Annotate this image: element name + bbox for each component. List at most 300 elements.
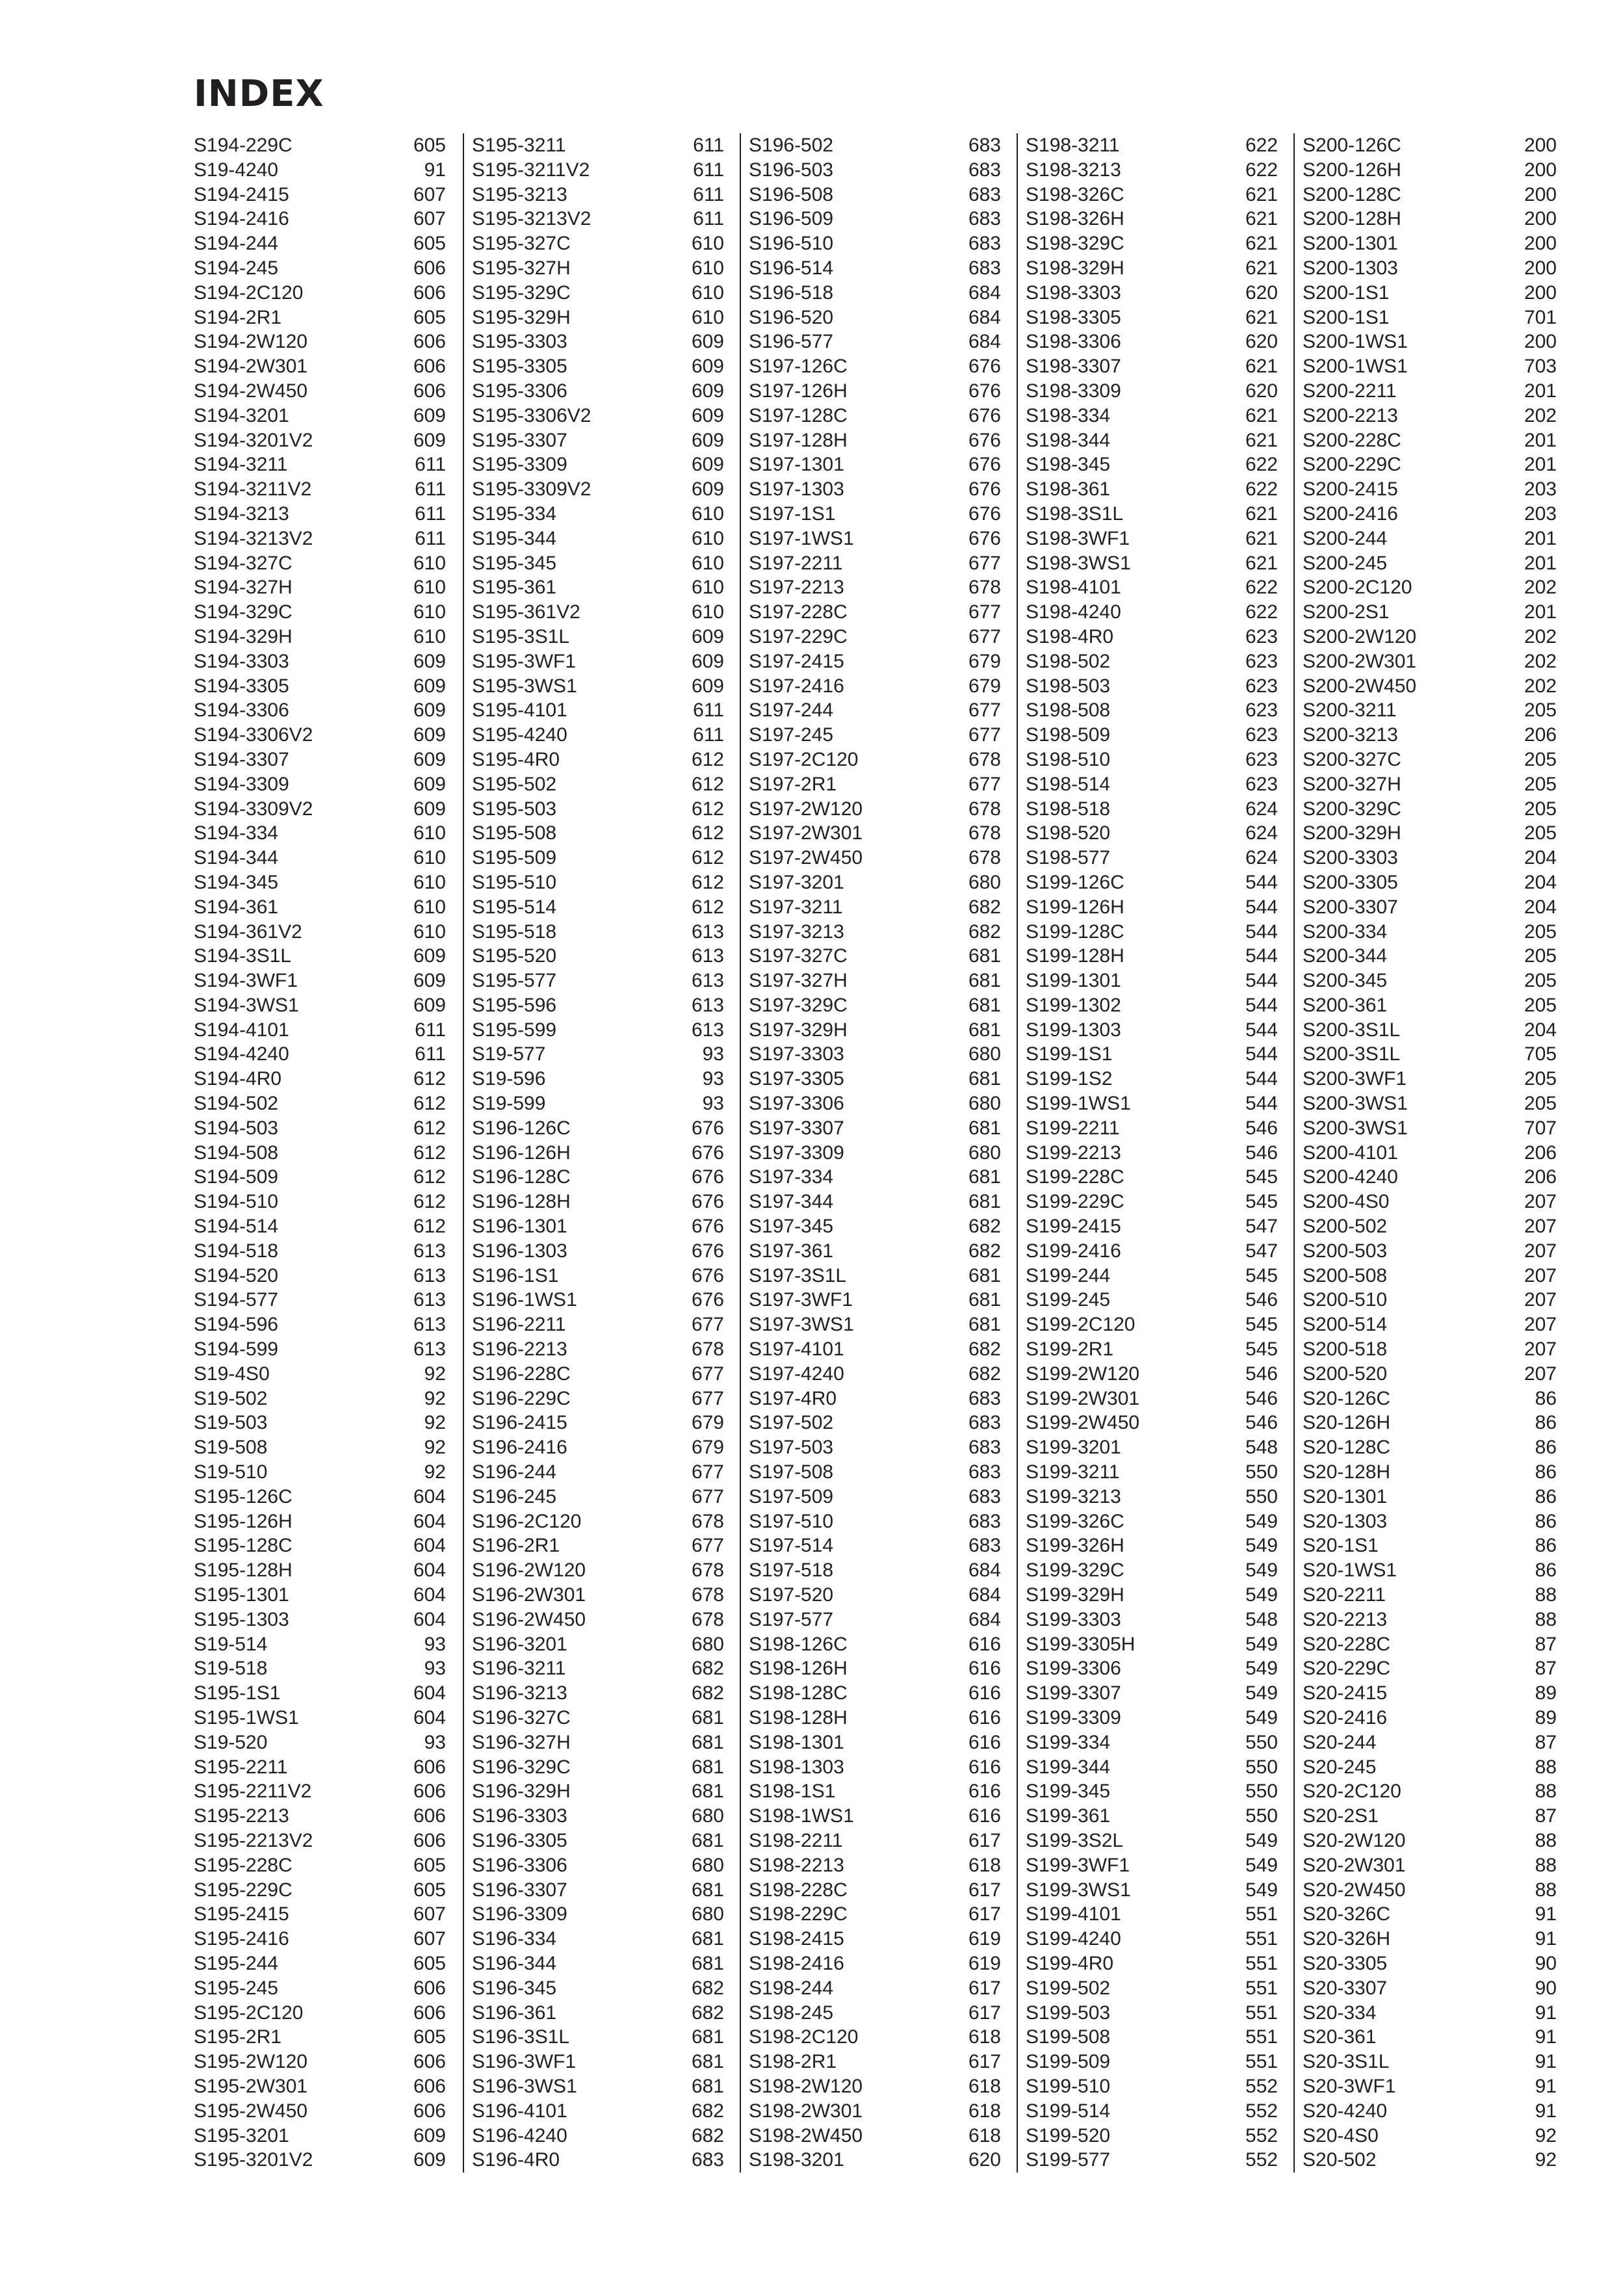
index-entry-page: 623 xyxy=(1245,699,1278,722)
index-entry xyxy=(472,1681,731,1706)
index-entry-page: 606 xyxy=(413,1829,446,1851)
index-entry-code: S196-327C xyxy=(472,1707,571,1729)
index-entry xyxy=(194,527,452,551)
index-entry xyxy=(1026,354,1284,379)
index-entry xyxy=(472,2099,731,2124)
index-entry-page: 612 xyxy=(691,896,724,918)
index-entry-page: 609 xyxy=(413,2149,446,2171)
index-entry xyxy=(194,1116,452,1141)
index-entry xyxy=(194,306,452,330)
index-entry xyxy=(1303,575,1563,600)
index-entry-page: 681 xyxy=(968,1117,1001,1139)
index-entry-page: 92 xyxy=(424,1461,446,1483)
index-entry-page: 683 xyxy=(968,257,1001,279)
index-entry xyxy=(472,1656,731,1681)
index-entry-page: 613 xyxy=(413,1314,446,1336)
index-entry-page: 623 xyxy=(1245,675,1278,697)
index-entry-code: S194-245 xyxy=(194,257,279,279)
index-entry-page: 683 xyxy=(968,135,1001,156)
index-entry-code: S198-2W120 xyxy=(749,2075,863,2097)
index-entry xyxy=(1026,1902,1284,1927)
index-entry-page: 682 xyxy=(691,1682,724,1704)
index-entry-code: S195-2211 xyxy=(194,1756,288,1778)
index-entry-code: S194-4240 xyxy=(194,1043,289,1065)
index-entry-code: S197-520 xyxy=(749,1584,834,1606)
index-entry-code: S199-2W301 xyxy=(1026,1387,1140,1409)
index-entry-page: 205 xyxy=(1524,773,1557,795)
index-entry-code: S199-229C xyxy=(1026,1191,1124,1213)
index-entry xyxy=(1026,1927,1284,1951)
index-entry-page: 619 xyxy=(968,1928,1001,1950)
index-entry-page: 88 xyxy=(1535,1608,1557,1630)
index-entry-code: S197-518 xyxy=(749,1559,834,1582)
index-entry-code: S195-3309 xyxy=(472,454,567,476)
index-entry-code: S196-128C xyxy=(472,1166,571,1188)
index-column-5 xyxy=(1293,133,1563,2172)
index-entry-page: 683 xyxy=(968,1535,1001,1557)
index-entry-code: S194-3211V2 xyxy=(194,478,312,501)
index-entry-page: 609 xyxy=(691,478,724,501)
index-entry xyxy=(749,1435,1007,1460)
index-entry xyxy=(749,306,1007,330)
index-entry xyxy=(1303,1681,1563,1706)
index-entry-page: 618 xyxy=(968,2075,1001,2097)
index-entry-page: 676 xyxy=(968,502,1001,525)
index-entry-page: 613 xyxy=(413,1240,446,1262)
index-entry xyxy=(1303,723,1563,748)
index-entry xyxy=(1026,231,1284,256)
index-entry-code: S20-3305 xyxy=(1303,1952,1388,1974)
index-entry-page: 678 xyxy=(691,1338,724,1361)
index-entry-code: S198-128C xyxy=(749,1682,848,1704)
index-entry-page: 205 xyxy=(1524,798,1557,820)
index-entry-code: S20-245 xyxy=(1303,1756,1377,1778)
index-entry-page: 205 xyxy=(1524,1068,1557,1090)
index-entry-page: 604 xyxy=(413,1682,446,1704)
index-entry-code: S194-2416 xyxy=(194,208,289,230)
index-entry xyxy=(1303,1190,1563,1214)
index-entry-page: 678 xyxy=(691,1510,724,1532)
index-entry xyxy=(194,674,452,699)
index-entry xyxy=(749,748,1007,772)
index-entry-page: 205 xyxy=(1524,748,1557,770)
index-entry-code: S197-514 xyxy=(749,1535,834,1557)
index-entry-code: S200-3303 xyxy=(1303,847,1398,869)
index-entry xyxy=(472,797,731,822)
index-entry-code: S200-4101 xyxy=(1303,1141,1398,1164)
index-entry-code: S194-329H xyxy=(194,625,292,647)
index-entry-code: S200-503 xyxy=(1303,1240,1388,1262)
index-entry-page: 202 xyxy=(1524,577,1557,599)
index-entry-code: S194-3S1L xyxy=(194,945,292,967)
index-entry-code: S200-1301 xyxy=(1303,233,1398,255)
index-entry-code: S20-228C xyxy=(1303,1633,1391,1655)
index-entry-page: 544 xyxy=(1245,1068,1278,1090)
index-entry xyxy=(194,772,452,797)
index-entry xyxy=(1026,993,1284,1018)
index-entry-page: 545 xyxy=(1245,1166,1278,1188)
index-entry xyxy=(472,404,731,428)
index-entry xyxy=(194,183,452,207)
index-entry xyxy=(1026,1608,1284,1632)
index-entry xyxy=(1026,625,1284,649)
index-entry xyxy=(749,1485,1007,1509)
index-entry-page: 86 xyxy=(1535,1535,1557,1557)
index-entry-page: 207 xyxy=(1524,1314,1557,1336)
index-entry xyxy=(1026,1411,1284,1435)
index-entry-page: 551 xyxy=(1245,1977,1278,1999)
index-entry xyxy=(749,1018,1007,1043)
index-entry xyxy=(194,1239,452,1264)
index-entry-code: S199-126C xyxy=(1026,871,1124,893)
index-entry xyxy=(194,231,452,256)
index-entry xyxy=(1303,1288,1563,1312)
index-entry xyxy=(194,477,452,502)
index-entry xyxy=(749,723,1007,748)
index-entry xyxy=(749,1067,1007,1091)
index-entry-page: 680 xyxy=(968,871,1001,893)
index-entry-code: S197-3307 xyxy=(749,1117,844,1139)
index-entry-page: 610 xyxy=(691,281,724,304)
index-entry-code: S197-3309 xyxy=(749,1141,844,1164)
index-entry xyxy=(472,2050,731,2074)
index-entry xyxy=(1303,1337,1563,1362)
index-entry xyxy=(749,600,1007,625)
index-entry xyxy=(194,379,452,404)
index-entry xyxy=(194,625,452,649)
index-entry-code: S195-3213V2 xyxy=(472,208,591,230)
index-entry-code: S199-3306 xyxy=(1026,1658,1121,1680)
index-entry-code: S194-2W450 xyxy=(194,380,308,402)
index-entry-code: S195-510 xyxy=(472,871,557,893)
index-entry xyxy=(1026,1804,1284,1829)
index-entry-code: S195-1301 xyxy=(194,1584,289,1606)
index-entry xyxy=(1303,1927,1563,1951)
index-entry-page: 684 xyxy=(968,281,1001,304)
index-entry-page: 703 xyxy=(1524,356,1557,378)
index-entry-page: 623 xyxy=(1245,724,1278,746)
index-entry-page: 548 xyxy=(1245,1608,1278,1630)
index-entry xyxy=(472,551,731,576)
index-entry-code: S195-128H xyxy=(194,1559,292,1582)
index-entry-page: 204 xyxy=(1524,896,1557,918)
index-entry xyxy=(194,1632,452,1657)
index-entry-code: S200-228C xyxy=(1303,429,1401,451)
index-entry-page: 606 xyxy=(413,1805,446,1827)
index-entry-code: S197-3213 xyxy=(749,920,844,943)
index-entry xyxy=(194,698,452,723)
index-entry-page: 550 xyxy=(1245,1485,1278,1507)
index-entry-page: 201 xyxy=(1524,601,1557,623)
index-entry xyxy=(1026,306,1284,330)
index-entry-page: 206 xyxy=(1524,1166,1557,1188)
index-entry-code: S200-3211 xyxy=(1303,699,1397,722)
index-entry-code: S195-3201 xyxy=(194,2124,289,2146)
index-entry-code: S199-1303 xyxy=(1026,1019,1121,1041)
index-entry-page: 610 xyxy=(691,527,724,549)
index-entry-code: S195-4240 xyxy=(472,724,567,746)
index-entry-code: S197-126H xyxy=(749,380,848,402)
index-entry xyxy=(749,2001,1007,2026)
index-entry-code: S200-2213 xyxy=(1303,404,1398,426)
index-entry xyxy=(749,1411,1007,1435)
index-entry xyxy=(194,1485,452,1509)
index-entry xyxy=(1303,772,1563,797)
index-entry-page: 613 xyxy=(691,945,724,967)
index-entry-code: S199-3307 xyxy=(1026,1682,1121,1704)
index-entry xyxy=(1026,698,1284,723)
index-entry-code: S20-3WF1 xyxy=(1303,2075,1396,2097)
index-entry-page: 676 xyxy=(691,1166,724,1188)
index-entry xyxy=(472,600,731,625)
index-entry-page: 681 xyxy=(691,1707,724,1729)
index-entry-page: 612 xyxy=(413,1191,446,1213)
index-entry xyxy=(1026,821,1284,846)
index-entry-code: S200-128C xyxy=(1303,183,1401,205)
index-entry-code: S195-245 xyxy=(194,1977,279,1999)
index-entry-code: S199-345 xyxy=(1026,1781,1111,1803)
index-entry-code: S199-3211 xyxy=(1026,1461,1120,1483)
index-entry-code: S19-503 xyxy=(194,1412,268,1434)
index-entry-page: 610 xyxy=(413,847,446,869)
index-entry-page: 681 xyxy=(968,1289,1001,1311)
index-entry-page: 604 xyxy=(413,1559,446,1582)
index-entry xyxy=(749,920,1007,945)
index-entry-page: 605 xyxy=(413,2026,446,2048)
index-entry-page: 544 xyxy=(1245,1019,1278,1041)
index-entry-page: 202 xyxy=(1524,625,1557,647)
index-entry-code: S195-599 xyxy=(472,1019,557,1041)
index-entry-page: 612 xyxy=(691,748,724,770)
index-entry xyxy=(749,1583,1007,1608)
index-entry-page: 682 xyxy=(968,896,1001,918)
index-entry-code: S198-245 xyxy=(749,2002,834,2024)
index-entry xyxy=(194,1829,452,1853)
index-entry-code: S195-3306V2 xyxy=(472,404,591,426)
index-entry-page: 206 xyxy=(1524,1141,1557,1164)
index-entry-code: S194-509 xyxy=(194,1166,279,1188)
index-entry xyxy=(472,1878,731,1903)
index-entry-code: S200-2211 xyxy=(1303,380,1397,402)
index-entry-code: S20-2416 xyxy=(1303,1707,1388,1729)
index-entry-page: 609 xyxy=(413,404,446,426)
index-entry-code: S195-361 xyxy=(472,577,557,599)
index-entry-page: 86 xyxy=(1535,1412,1557,1434)
index-entry-code: S198-3307 xyxy=(1026,356,1121,378)
index-entry-code: S199-2213 xyxy=(1026,1141,1121,1164)
index-entry-code: S197-345 xyxy=(749,1216,834,1238)
index-entry-page: 610 xyxy=(413,552,446,574)
index-entry-code: S195-2211V2 xyxy=(194,1781,312,1803)
index-entry xyxy=(749,2074,1007,2099)
index-entry-page: 88 xyxy=(1535,1584,1557,1606)
index-entry-code: S19-520 xyxy=(194,1731,268,1753)
index-entry xyxy=(194,1387,452,1411)
index-entry-code: S196-334 xyxy=(472,1928,557,1950)
index-entry xyxy=(472,1042,731,1067)
index-entry-page: 610 xyxy=(691,233,724,255)
index-entry-page: 676 xyxy=(691,1117,724,1139)
index-entry-page: 204 xyxy=(1524,871,1557,893)
index-entry-page: 619 xyxy=(968,1952,1001,1974)
index-entry-page: 201 xyxy=(1524,380,1557,402)
index-entry xyxy=(472,993,731,1018)
index-entry-page: 612 xyxy=(413,1117,446,1139)
index-entry xyxy=(472,1951,731,1976)
index-entry xyxy=(1026,256,1284,281)
index-entry xyxy=(1303,527,1563,551)
index-entry-page: 617 xyxy=(968,1903,1001,1925)
index-entry xyxy=(472,1533,731,1558)
index-entry xyxy=(472,428,731,453)
index-entry xyxy=(1026,2001,1284,2026)
index-entry xyxy=(194,993,452,1018)
index-entry-code: S195-3305 xyxy=(472,356,567,378)
index-entry-code: S200-229C xyxy=(1303,454,1401,476)
index-entry xyxy=(194,944,452,969)
index-entry-code: S197-2C120 xyxy=(749,748,859,770)
index-entry-page: 203 xyxy=(1524,502,1557,525)
index-entry-code: S196-4240 xyxy=(472,2124,567,2146)
index-entry-page: 86 xyxy=(1535,1461,1557,1483)
index-entry-page: 612 xyxy=(691,773,724,795)
index-entry-code: S198-126C xyxy=(749,1633,848,1655)
index-entry-code: S20-2213 xyxy=(1303,1608,1388,1630)
index-entry-code: S196-1S1 xyxy=(472,1264,559,1286)
index-entry-page: 681 xyxy=(691,1731,724,1753)
index-entry xyxy=(1026,1165,1284,1190)
index-entry-page: 93 xyxy=(424,1658,446,1680)
index-entry-page: 678 xyxy=(968,748,1001,770)
index-entry-page: 676 xyxy=(691,1264,724,1286)
index-entry-code: S199-503 xyxy=(1026,2002,1111,2024)
index-entry xyxy=(194,1165,452,1190)
index-entry-code: S196-126C xyxy=(472,1117,571,1139)
index-entry-code: S198-344 xyxy=(1026,429,1111,451)
index-entry-page: 604 xyxy=(413,1535,446,1557)
index-entry xyxy=(1303,354,1563,379)
index-entry-page: 684 xyxy=(968,1559,1001,1582)
index-entry xyxy=(1303,1608,1563,1632)
index-entry xyxy=(472,1853,731,1878)
index-entry-page: 89 xyxy=(1535,1682,1557,1704)
index-entry-page: 609 xyxy=(413,699,446,722)
index-entry-code: S20-2C120 xyxy=(1303,1781,1401,1803)
index-entry-page: 605 xyxy=(413,233,446,255)
index-entry xyxy=(749,2050,1007,2074)
index-entry xyxy=(749,1730,1007,1755)
index-entry-page: 92 xyxy=(1535,2149,1557,2171)
index-entry-page: 88 xyxy=(1535,1879,1557,1901)
index-entry-page: 607 xyxy=(413,1903,446,1925)
index-entry-code: S196-3306 xyxy=(472,1854,567,1876)
index-entry xyxy=(1303,1853,1563,1878)
index-column-2 xyxy=(463,133,731,2172)
index-entry-code: S198-3WF1 xyxy=(1026,527,1130,549)
index-entry-code: S199-502 xyxy=(1026,1977,1111,1999)
index-entry-page: 617 xyxy=(968,2002,1001,2024)
index-entry-code: S197-228C xyxy=(749,601,848,623)
index-entry xyxy=(1026,1460,1284,1485)
index-entry-page: 609 xyxy=(413,2124,446,2146)
index-entry-page: 604 xyxy=(413,1707,446,1729)
index-entry-page: 550 xyxy=(1245,1756,1278,1778)
index-entry-page: 551 xyxy=(1245,2026,1278,2048)
index-entry xyxy=(1026,1558,1284,1583)
index-entry-page: 207 xyxy=(1524,1216,1557,1238)
index-entry-page: 677 xyxy=(968,625,1001,647)
index-entry-code: S195-3S1L xyxy=(472,625,570,647)
index-entry xyxy=(472,2025,731,2050)
index-entry-code: S195-244 xyxy=(194,1952,279,1974)
index-entry xyxy=(749,1387,1007,1411)
index-entry-code: S196-509 xyxy=(749,208,834,230)
index-entry-page: 684 xyxy=(968,1584,1001,1606)
index-entry-page: 683 xyxy=(968,1437,1001,1459)
index-entry-code: S20-1301 xyxy=(1303,1485,1388,1507)
index-entry-code: S198-334 xyxy=(1026,404,1111,426)
index-entry-code: S199-2415 xyxy=(1026,1216,1121,1238)
index-entry-code: S197-2W301 xyxy=(749,822,863,844)
index-entry xyxy=(749,1853,1007,1878)
index-entry xyxy=(749,797,1007,822)
index-entry-page: 544 xyxy=(1245,920,1278,943)
index-entry-page: 200 xyxy=(1524,183,1557,205)
index-entry xyxy=(1303,1141,1563,1166)
index-entry xyxy=(194,821,452,846)
index-entry-code: S195-3309V2 xyxy=(472,478,591,501)
index-entry xyxy=(472,1558,731,1583)
index-entry-page: 609 xyxy=(413,724,446,746)
index-entry-code: S194-577 xyxy=(194,1289,279,1311)
index-entry xyxy=(1303,231,1563,256)
index-entry-page: 91 xyxy=(1535,2026,1557,2048)
index-entry-page: 549 xyxy=(1245,1682,1278,1704)
index-entry xyxy=(1303,1411,1563,1435)
index-entry-code: S194-327C xyxy=(194,552,292,574)
index-entry-page: 87 xyxy=(1535,1658,1557,1680)
index-entry-code: S194-2W120 xyxy=(194,331,308,353)
index-entry-code: S195-3213 xyxy=(472,183,567,205)
index-entry xyxy=(194,1362,452,1387)
index-entry-page: 200 xyxy=(1524,135,1557,156)
index-entry-page: 682 xyxy=(691,1658,724,1680)
index-entry-code: S198-228C xyxy=(749,1879,848,1901)
index-entry xyxy=(472,1460,731,1485)
index-entry-code: S199-1302 xyxy=(1026,994,1121,1016)
index-entry-code: S195-361V2 xyxy=(472,601,580,623)
index-entry-code: S200-3307 xyxy=(1303,896,1398,918)
index-entry xyxy=(749,2025,1007,2050)
index-entry-code: S195-3307 xyxy=(472,429,567,451)
index-entry xyxy=(1026,379,1284,404)
index-entry-page: 91 xyxy=(1535,2051,1557,2073)
index-entry-code: S197-4R0 xyxy=(749,1387,837,1409)
index-entry xyxy=(472,379,731,404)
index-entry xyxy=(194,1681,452,1706)
index-entry-code: S198-3306 xyxy=(1026,331,1121,353)
index-entry xyxy=(1026,477,1284,502)
index-entry-code: S20-126H xyxy=(1303,1412,1391,1434)
index-entry-page: 676 xyxy=(968,527,1001,549)
index-entry xyxy=(472,354,731,379)
index-entry-code: S200-3WS1 xyxy=(1303,1117,1408,1139)
index-entry xyxy=(1303,1387,1563,1411)
index-entry-code: S196-3S1L xyxy=(472,2026,570,2048)
index-entry-code: S197-1WS1 xyxy=(749,527,854,549)
index-entry-page: 621 xyxy=(1245,527,1278,549)
index-entry-page: 544 xyxy=(1245,970,1278,992)
